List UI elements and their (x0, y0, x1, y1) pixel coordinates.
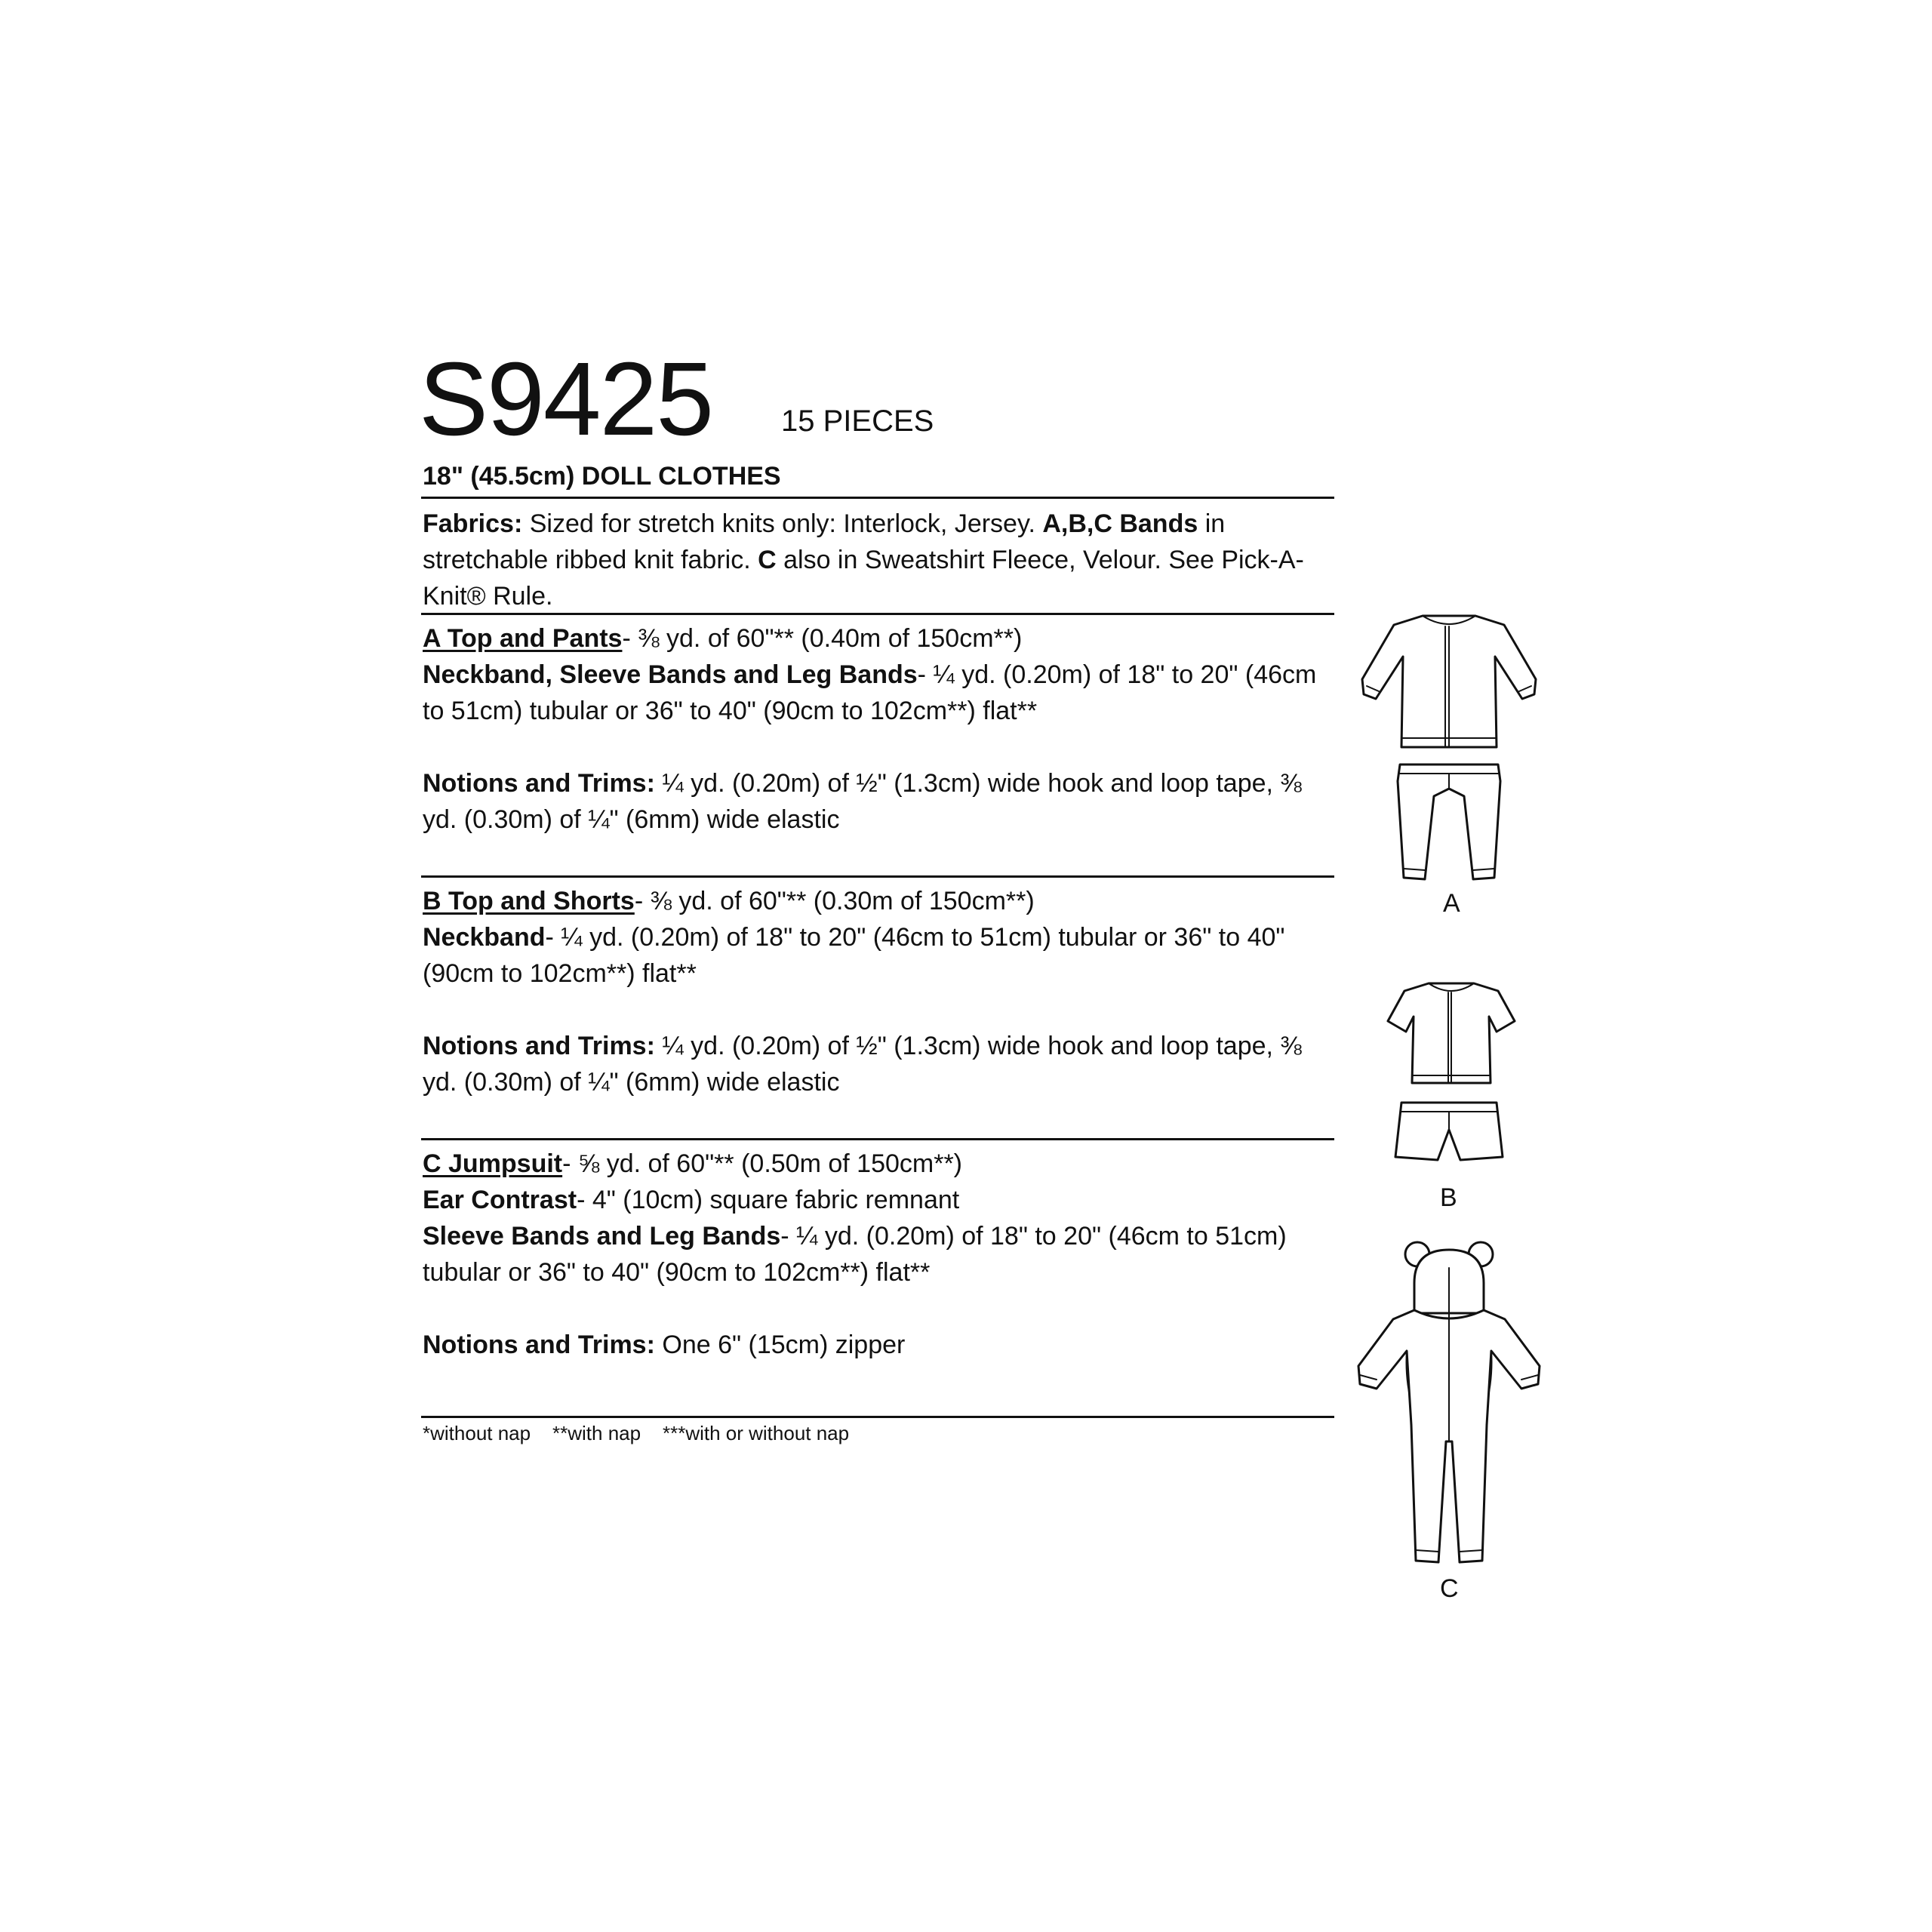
view-c-ear-label: Ear Contrast (423, 1186, 577, 1214)
view-b-figure-label: B (1440, 1183, 1457, 1212)
view-a-top-illustration (1355, 610, 1543, 761)
view-a-notions-text: ¼ yd. (0.20m) of ½" (1.3cm) wide hook and loop tape, ⅜ yd. (0.30m) of ¼" (6mm) wide elastic (423, 769, 1302, 834)
view-a-section (423, 620, 1336, 838)
pattern-number: S9425 (419, 341, 713, 457)
view-c-jumpsuit-illustration (1351, 1238, 1547, 1570)
divider-rule (421, 497, 1334, 499)
view-c-yardage: - ⅝ yd. of 60"** (0.50m of 150cm**) (562, 1149, 962, 1178)
piece-count (781, 406, 934, 436)
view-c-band-label: Sleeve Bands and Leg Bands (423, 1222, 781, 1251)
divider-rule (421, 1416, 1334, 1418)
fabrics-text-2: in stretchable ribbed knit fabric. (423, 509, 1226, 574)
divider-rule (421, 1138, 1334, 1140)
fabrics-bands-bold: A,B,C Bands (1042, 509, 1198, 538)
view-c-notions-text: One 6" (15cm) zipper (654, 1331, 906, 1359)
view-c-band-text: - ¼ yd. (0.20m) of 18" to 20" (46cm to 51cm) tubular or 36" to 40" (90cm to 102cm**) flat** (423, 1222, 1287, 1287)
view-a-figure-label: A (1443, 889, 1460, 918)
view-a-yardage: - ⅜ yd. of 60"** (0.40m of 150cm**) (622, 624, 1023, 653)
footnote (423, 1423, 849, 1443)
view-a-band-text: - ¼ yd. (0.20m) of 18" to 20" (46cm to 51cm) tubular or 36" to 40" (90cm to 102cm**) flat** (423, 660, 1317, 725)
view-a-notions-label: Notions and Trims: (423, 769, 655, 798)
view-b-band-label: Neckband (423, 923, 546, 952)
view-a-title: A Top and Pants (423, 624, 623, 653)
pattern-subtitle-text: 18" (45.5cm) DOLL CLOTHES (423, 462, 781, 491)
view-b-notions-label: Notions and Trims: (423, 1032, 655, 1060)
view-c-section (423, 1146, 1336, 1363)
view-a-band-label: Neckband, Sleeve Bands and Leg Bands (423, 660, 918, 689)
pattern-subtitle (423, 463, 781, 489)
fabrics-section (423, 506, 1336, 614)
view-b-title: B Top and Shorts (423, 887, 635, 915)
view-b-notions-text: ¼ yd. (0.20m) of ½" (1.3cm) wide hook and loop tape, ⅜ yd. (0.30m) of ¼" (6mm) wide elastic (423, 1032, 1302, 1097)
view-c-figure-label: C (1440, 1574, 1459, 1603)
view-b-yardage: - ⅜ yd. of 60"** (0.30m of 150cm**) (634, 887, 1035, 915)
piece-count-text: 15 PIECES (781, 405, 934, 438)
view-b-band-text: - ¼ yd. (0.20m) of 18" to 20" (46cm to 51cm) tubular or 36" to 40" (90cm to 102cm**) flat** (423, 923, 1285, 988)
view-a-pants-illustration (1389, 758, 1509, 887)
view-c-title: C Jumpsuit (423, 1149, 563, 1178)
fabrics-c-bold: C (758, 546, 777, 574)
view-b-shorts-illustration (1392, 1098, 1506, 1166)
divider-rule (421, 875, 1334, 878)
fabrics-text-3: also in Sweatshirt Fleece, Velour. See Pick-A-Knit® Rule. (423, 546, 1304, 611)
view-b-top-illustration (1385, 977, 1517, 1091)
footnote-text: *without nap **with nap ***with or without nap (423, 1422, 850, 1444)
view-c-notions-label: Notions and Trims: (423, 1331, 655, 1359)
view-c-ear-text: - 4" (10cm) square fabric remnant (577, 1186, 960, 1214)
divider-rule (421, 613, 1334, 615)
view-b-section (423, 883, 1336, 1100)
fabrics-text-1: Sized for stretch knits only: Interlock, Jersey. (522, 509, 1043, 538)
fabrics-label: Fabrics: (423, 509, 523, 538)
